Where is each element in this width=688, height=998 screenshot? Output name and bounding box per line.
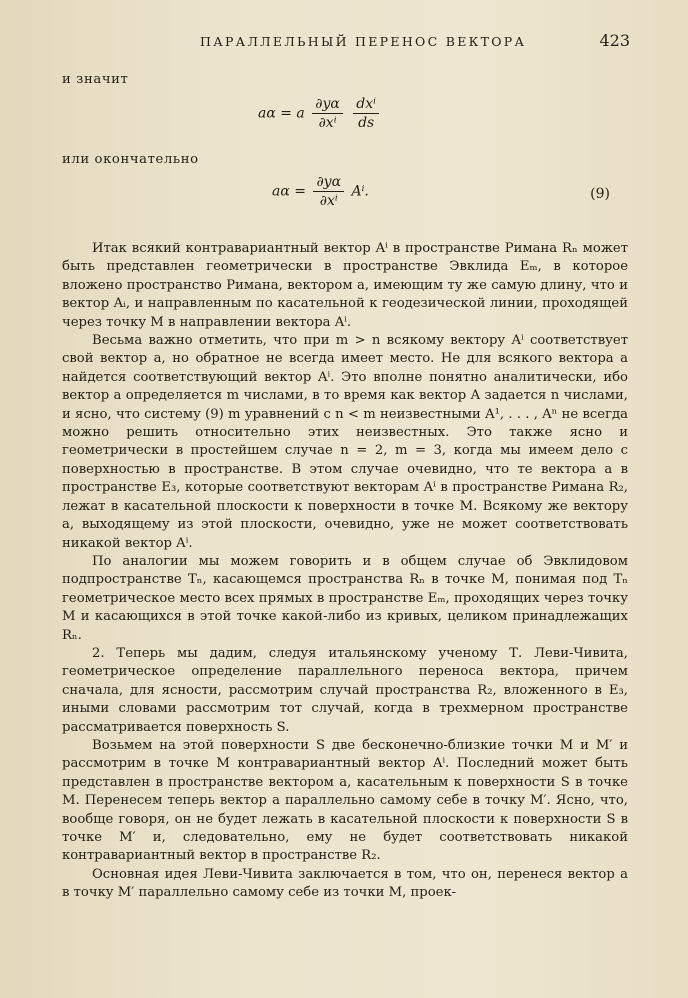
formula-2-fraction-denominator: ∂xⁱ bbox=[319, 193, 338, 209]
page-header bbox=[0, 28, 688, 58]
equation-number: (9) bbox=[590, 186, 610, 202]
formula-1-fraction-2 bbox=[353, 96, 379, 131]
paragraph-5: Возьмем на этой поверхности S две бесконечно-близкие точки M и M′ и рассмотрим в точке M контравариантный вектор Aⁱ. Последний может быть представлен в пространстве вектором a, касательным к поверхности S в точке M. Перенесем теперь вектор a параллельно самому себе в точку M′. Ясно, что, вообще говоря, он не будет лежать в касательной плоскости к поверхности S в точке M′ и, следовательно, ему не будет соответствовать никакой контравариантный вектор в пространстве R₂. bbox=[62, 737, 628, 864]
formula-1-fraction-1-denominator: ∂xⁱ bbox=[318, 115, 337, 131]
formula-1-fraction-1 bbox=[312, 96, 343, 131]
paragraph-1: Итак всякий контравариантный вектор Aⁱ в пространстве Римана Rₙ может быть представлен геометрически в пространстве Эвклида Eₘ, в которое вложено пространство Римана, вектором a, имеющим ту же самую длину, что и вектор Aᵢ, и направленным по касательной к геодезической линии, проходящей через точку M в направлении вектора Aⁱ. bbox=[62, 241, 628, 330]
paragraph-2: Весьма важно отметить, что при m > n всякому вектору Aⁱ соответствует свой вектор a, но обратное не всегда имеет место. Не для всякого вектора a найдется соответствующий вектор Aⁱ. Это вполне понятно аналитически, ибо вектор a определяется m числами, в то время как вектор A задается n числами, и ясно, что систему (9) m уравнений с n < m неизвестными A¹, . . . , Aⁿ не всегда можно решить относительно этих неизвестных. Это также ясно и геометрически в простейшем случае n = 2, m = 3, когда мы имеем дело с поверхностью в пространстве. В этом случае очевидно, что те вектора a в пространстве E₃, которые соответствуют векторам Aⁱ в пространстве Римана R₂, лежат в касательной плоскости к поверхности в точке M. Всякому же вектору a, выходящему из этой плоскости, очевидно, уже не может соответствовать никакой вектор Aⁱ. bbox=[62, 333, 628, 551]
formula-1-fraction-2-denominator: ds bbox=[358, 115, 375, 131]
formula-1 bbox=[258, 96, 382, 131]
paragraph-3: По аналогии мы можем говорить и в общем случае об Эвклидовом подпространстве Tₙ, касающемся пространства Rₙ в точке M, понимая под Tₙ геометрическое место всех прямых в пространстве Eₘ, проходящих через точку M и касающихся в этой точке какой-либо из кривых, целиком принадлежащих Rₙ. bbox=[62, 553, 628, 643]
body-text bbox=[62, 240, 628, 903]
paragraph-4: 2. Теперь мы дадим, следуя итальянскому ученому Т. Леви-Чивита, геометрическое определение параллельного переноса вектора, причем сначала, для ясности, рассмотрим случай пространства R₂, вложенного в E₃, иными словами рассмотрим тот случай, когда в трехмерном пространстве рассматривается поверхность S. bbox=[62, 645, 628, 735]
formula-2 bbox=[272, 174, 369, 209]
formula-1-fraction-1-numerator: ∂yα bbox=[312, 96, 343, 114]
formula-2-lhs: aα = bbox=[272, 183, 306, 200]
lead-text-2: или окончательно bbox=[62, 152, 199, 167]
running-title: ПАРАЛЛЕЛЬНЫЙ ПЕРЕНОС ВЕКТОРА bbox=[200, 34, 527, 49]
formula-2-rhs: Aⁱ. bbox=[351, 183, 369, 200]
formula-1-lhs: aα = a bbox=[258, 105, 305, 122]
formula-2-fraction-numerator: ∂yα bbox=[313, 174, 344, 192]
formula-1-fraction-2-numerator: dxⁱ bbox=[353, 96, 379, 114]
page-number: 423 bbox=[599, 31, 630, 50]
lead-text-1: и значит bbox=[62, 72, 129, 87]
formula-2-fraction bbox=[313, 174, 344, 209]
paragraph-6: Основная идея Леви-Чивита заключается в том, что он, перенеся вектор a в точку M′ параллельно самому себе из точки M, проек- bbox=[62, 866, 628, 901]
